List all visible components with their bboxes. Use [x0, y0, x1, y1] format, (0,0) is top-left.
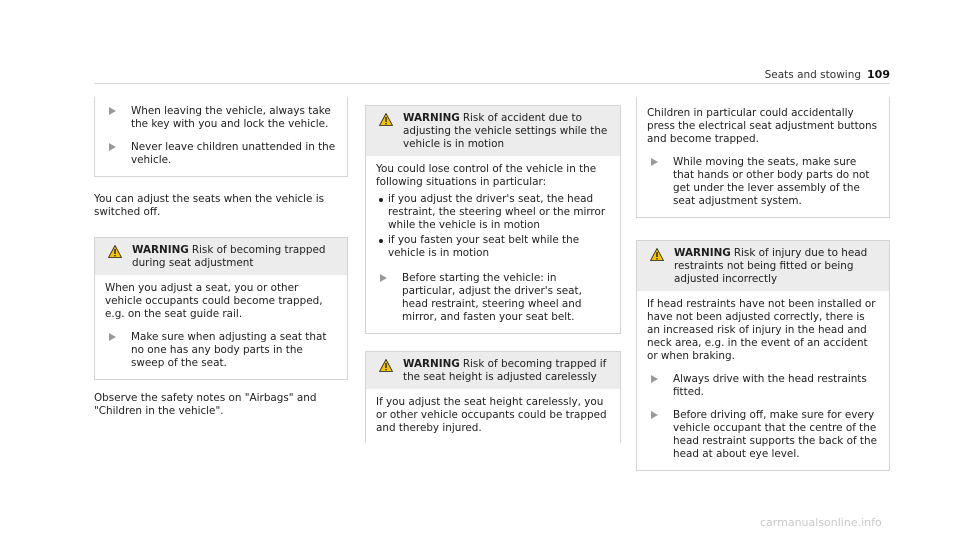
list-item: [647, 156, 879, 208]
warning-text: If head restraints have not been installed or have not been adjusted correctly, there is an increased risk of injury in the head and neck area, e.g. in the event of an accident or when braking.: [647, 298, 876, 362]
warning-triangle-icon: [108, 245, 122, 258]
warning-header: [637, 241, 889, 291]
dot-list-item: if you fasten your seat belt while the vehicle is in motion: [376, 234, 610, 260]
column-right: [636, 97, 890, 471]
page-number: 109: [867, 68, 890, 81]
warning-box: [365, 105, 621, 334]
list-item-text: Never leave children unattended in the vehicle.: [131, 141, 336, 166]
section-title: Seats and stowing: [764, 69, 862, 81]
warning-text: You could lose control of the vehicle in the following situations in particular:: [376, 163, 597, 188]
list-item-text: While moving the seats, make sure that hands or other body parts do not get under the lever assembly of the seat adjustment system.: [673, 156, 870, 207]
list-item: [647, 409, 879, 461]
list-item-text: Make sure when adjusting a seat that no one has any body parts in the sweep of the seat.: [131, 331, 327, 369]
arrow-icon: [380, 274, 387, 282]
warning-title: WARNING: [132, 244, 189, 256]
warning-header: [366, 106, 620, 156]
header-rule: [94, 83, 890, 84]
warning-header: [95, 238, 347, 275]
warning-heading: Risk of injury due to head restraints not being fitted or being adjusted incorrectly: [674, 247, 868, 285]
warning-body: [366, 389, 620, 443]
list-item-text: Before starting the vehicle: in particular, adjust the driver's seat, head restraint, steering wheel and mirror, and fasten your seat belt.: [402, 272, 582, 323]
list-item: [376, 272, 610, 324]
warning-body: [95, 275, 347, 379]
warning-heading: Risk of becoming trapped during seat adjustment: [132, 244, 326, 269]
list-item-text: When leaving the vehicle, always take the key with you and lock the vehicle.: [131, 105, 331, 130]
page-header: [765, 68, 890, 82]
warning-text: Children in particular could accidentally press the electrical seat adjustment buttons and become trapped.: [647, 107, 878, 145]
warning-heading: Risk of accident due to adjusting the vehicle settings while the vehicle is in motion: [403, 112, 608, 150]
instruction-box: [94, 97, 348, 177]
warning-triangle-icon: [379, 113, 393, 126]
arrow-icon: [109, 333, 116, 341]
warning-text: If you adjust the seat height carelessly, you or other vehicle occupants could be trapped and thereby injured.: [376, 396, 607, 434]
list-item: [647, 373, 879, 399]
warning-title: WARNING: [403, 358, 460, 370]
list-item-text: Before driving off, make sure for every vehicle occupant that the centre of the head restraint supports the back of the head at about eye level.: [673, 409, 877, 460]
warning-heading: Risk of becoming trapped if the seat height is adjusted carelessly: [403, 358, 607, 383]
dot-list: [376, 193, 610, 260]
warning-text: When you adjust a seat, you or other vehicle occupants could become trapped, e.g. on the seat guide rail.: [105, 282, 323, 320]
arrow-icon: [651, 411, 658, 419]
warning-header: [366, 352, 620, 389]
arrow-icon: [109, 143, 116, 151]
dot-list-item: if you adjust the driver's seat, the head restraint, the steering wheel or the mirror while the vehicle is in motion: [376, 193, 610, 232]
list-item: [105, 105, 337, 131]
list-item: [105, 331, 337, 370]
paragraph: You can adjust the seats when the vehicle is switched off.: [94, 193, 325, 218]
list-item: [105, 141, 337, 167]
column-middle: [365, 97, 621, 443]
watermark: carmanualsonline.info: [760, 516, 882, 529]
column-left: [94, 97, 348, 418]
warning-box: [365, 351, 621, 443]
warning-title: WARNING: [403, 112, 460, 124]
paragraph: Observe the safety notes on "Airbags" and "Children in the vehicle".: [94, 392, 317, 417]
continued-warning-box: [636, 97, 890, 218]
arrow-icon: [651, 158, 658, 166]
warning-triangle-icon: [379, 359, 393, 372]
warning-box: [636, 240, 890, 471]
arrow-icon: [109, 107, 116, 115]
warning-triangle-icon: [650, 248, 664, 261]
warning-body: [637, 291, 889, 470]
warning-box: [94, 237, 348, 380]
warning-title: WARNING: [674, 247, 731, 259]
warning-body: [366, 156, 620, 333]
list-item-text: Always drive with the head restraints fitted.: [673, 373, 867, 398]
arrow-icon: [651, 375, 658, 383]
